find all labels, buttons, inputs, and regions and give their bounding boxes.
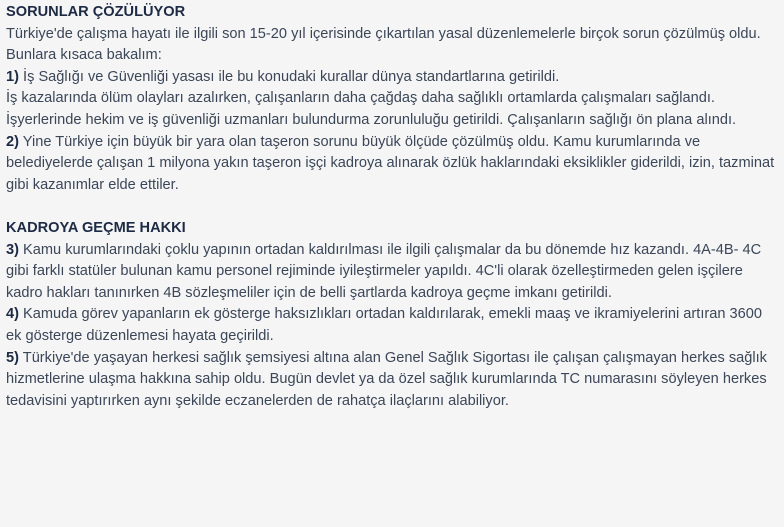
- item-text: Kamu kurumlarındaki çoklu yapının ortadan kaldırılması ile ilgili çalışmalar da bu dönemde hız kazandı. 4A-4B- 4C gibi farklı statüler bulunan kamu personel rejiminde iyileştirmeler yapıldı. 4C'li olarak özelleştirmeden gelen işçilere kadro hakları tanınırken 4B sözleşmeliler için de belli şartlarda kadroya geçme imkanı getirildi.: [6, 241, 762, 301]
- list-item: [6, 304, 778, 347]
- item-number: 2): [6, 133, 19, 150]
- section-heading: KADROYA GEÇME HAKKI: [6, 219, 186, 236]
- item-text: Yine Türkiye için büyük bir yara olan taşeron sorunu büyük ölçüde çözülmüş oldu. Kamu kurumlarında ve belediyelerde çalışan 1 milyona yakın taşeron işçi kadroya alınarak özlük haklarındaki eksiklikler giderildi, izin, tazminat gibi kazanımlar elde ettiler.: [6, 133, 775, 193]
- item-text: İş Sağlığı ve Güvenliği yasası ile bu konudaki kurallar dünya standartlarına getirildi.: [23, 68, 560, 85]
- list-item: [6, 348, 778, 413]
- item-text: Türkiye'de yaşayan herkesi sağlık şemsiyesi altına alan Genel Sağlık Sigortası ile çalışan çalışmayan herkes sağlık hizmetlerine ulaşma hakkına sahip oldu. Bugün devlet ya da özel sağlık kurumlarında TC numarasını söyleyen herkes tedavisini yaptırırken aynı şekilde eczanelerden de rahatça ilaçlarını alabiliyor.: [6, 349, 767, 409]
- item-number: 4): [6, 306, 19, 323]
- item-number: 1): [6, 68, 19, 85]
- intro-paragraph: Türkiye'de çalışma hayatı ile ilgili son 15-20 yıl içerisinde çıkartılan yasal düzenlemelerle birçok sorun çözülmüş oldu.: [6, 25, 761, 42]
- item-text: İşyerlerinde hekim ve iş güvenliği uzmanları bulundurma zorunluluğu getirildi. Çalışanların sağlığı ön plana alındı.: [6, 111, 737, 128]
- list-item: [6, 110, 778, 132]
- item-text: Kamuda görev yapanların ek gösterge haksızlıkları ortadan kaldırılarak, emekli maaş ve ikramiyelerini artıran 3600 ek gösterge düzenlemesi hayata geçirildi.: [6, 306, 763, 344]
- list-item: [6, 67, 778, 89]
- list-item: [6, 240, 778, 305]
- section-heading: SORUNLAR ÇÖZÜLÜYOR: [6, 4, 186, 20]
- spacer: [6, 196, 778, 218]
- list-item: [6, 132, 778, 197]
- list-item: [6, 88, 778, 110]
- item-text: İş kazalarında ölüm olayları azalırken, çalışanların daha çağdaş daha sağlıklı ortamlarda çalışmaları sağlandı.: [6, 90, 715, 107]
- lead-paragraph: Bunlara kısaca bakalım:: [6, 47, 162, 64]
- item-number: 5): [6, 349, 19, 366]
- item-number: 3): [6, 241, 19, 258]
